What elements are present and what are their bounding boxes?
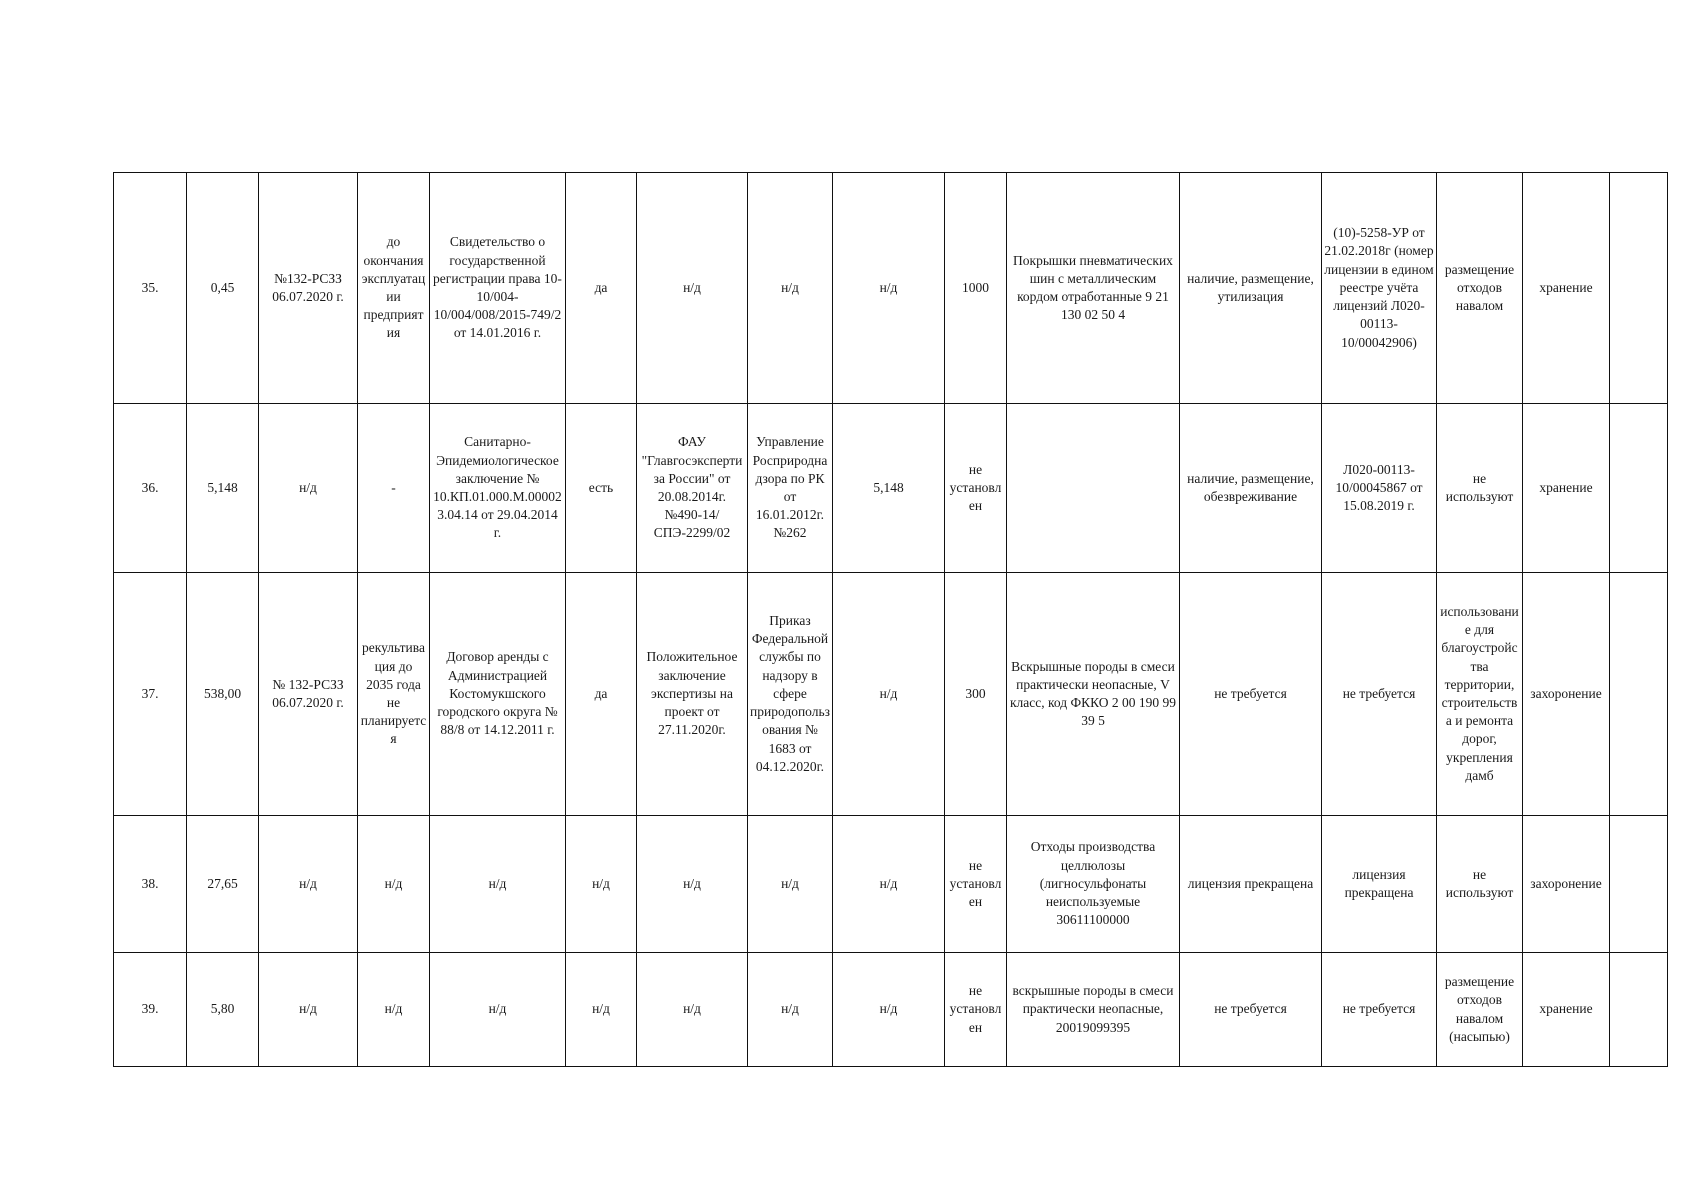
sanitary-zone-cell: н/д [259,816,358,953]
waste-handling-cell: не используют [1437,816,1523,953]
row-number-cell: 36. [114,404,187,573]
land-document-cell: Санитарно-Эпидемиологическое заключение № 10.КП.01.000.М.000023.04.14 от 29.04.2014 г. [430,404,566,573]
land-document-cell: Договор аренды с Администрацией Костомукшского городского округа № 88/8 от 14.12.2011 г. [430,573,566,816]
land-document-cell: Свидетельство о государственной регистрации права 10-10/004-10/004/008/2015-749/2 от 14.01.2016 г. [430,173,566,404]
capacity-actual-cell: н/д [833,953,945,1067]
capacity-actual-cell: 5,148 [833,404,945,573]
table-row [114,816,1668,953]
extra-cell [1610,953,1668,1067]
negative-impact-cell: н/д [748,173,833,404]
license-activity-cell: наличие, размещение, утилизация [1180,173,1322,404]
expertise-cell: ФАУ "Главгосэкспертиза России" от 20.08.2014г. №490-14/СПЭ-2299/02 [637,404,748,573]
operation-term-cell: рекультивация до 2035 года не планируется [358,573,430,816]
area-cell: 27,65 [187,816,259,953]
expertise-cell: н/д [637,816,748,953]
table-row [114,573,1668,816]
extra-cell [1610,173,1668,404]
waste-handling-cell: использование для благоустройства территории, строительства и ремонта дорог, укрепления дамб [1437,573,1523,816]
license-activity-cell: лицензия прекращена [1180,816,1322,953]
land-document-cell: н/д [430,953,566,1067]
license-number-cell: Л020-00113-10/00045867 от 15.08.2019 г. [1322,404,1437,573]
facility-purpose-cell: хранение [1523,173,1610,404]
license-number-cell: лицензия прекращена [1322,816,1437,953]
facility-purpose-cell: захоронение [1523,573,1610,816]
table-row [114,404,1668,573]
waste-types-cell [1007,404,1180,573]
sanitary-zone-cell: № 132-РСЗЗ 06.07.2020 г. [259,573,358,816]
waste-handling-cell: размещение отходов навалом [1437,173,1523,404]
license-number-cell: не требуется [1322,953,1437,1067]
negative-impact-cell: н/д [748,816,833,953]
operation-term-cell: - [358,404,430,573]
row-number-cell: 39. [114,953,187,1067]
capacity-design-cell: 300 [945,573,1007,816]
monitoring-cell: да [566,173,637,404]
row-number-cell: 35. [114,173,187,404]
waste-handling-cell: не используют [1437,404,1523,573]
waste-types-cell: Вскрышные породы в смеси практически неопасные, V класс, код ФККО 2 00 190 99 39 5 [1007,573,1180,816]
area-cell: 538,00 [187,573,259,816]
license-activity-cell: наличие, размещение, обезвреживание [1180,404,1322,573]
operation-term-cell: до окончания эксплуатации предприятия [358,173,430,404]
license-activity-cell: не требуется [1180,573,1322,816]
land-document-cell: н/д [430,816,566,953]
expertise-cell: н/д [637,953,748,1067]
capacity-design-cell: не установлен [945,404,1007,573]
sanitary-zone-cell: №132-РСЗЗ 06.07.2020 г. [259,173,358,404]
capacity-actual-cell: н/д [833,173,945,404]
waste-types-cell: Отходы производства целлюлозы (лигносульфонаты неиспользуемые 30611100000 [1007,816,1180,953]
monitoring-cell: есть [566,404,637,573]
expertise-cell: Положительное заключение экспертизы на проект от 27.11.2020г. [637,573,748,816]
sanitary-zone-cell: н/д [259,404,358,573]
capacity-design-cell: 1000 [945,173,1007,404]
negative-impact-cell: н/д [748,953,833,1067]
table-row [114,953,1668,1067]
license-number-cell: не требуется [1322,573,1437,816]
license-activity-cell: не требуется [1180,953,1322,1067]
capacity-design-cell: не установлен [945,816,1007,953]
facility-purpose-cell: хранение [1523,404,1610,573]
monitoring-cell: н/д [566,816,637,953]
sanitary-zone-cell: н/д [259,953,358,1067]
waste-types-cell: вскрышные породы в смеси практически неопасные, 20019099395 [1007,953,1180,1067]
expertise-cell: н/д [637,173,748,404]
table-row [114,173,1668,404]
extra-cell [1610,404,1668,573]
negative-impact-cell: Управление Росприроднадзора по РК от 16.01.2012г. №262 [748,404,833,573]
operation-term-cell: н/д [358,953,430,1067]
license-number-cell: (10)-5258-УР от 21.02.2018г (номер лицензии в едином реестре учёта лицензий Л020-00113-10/00042906) [1322,173,1437,404]
extra-cell [1610,573,1668,816]
monitoring-cell: н/д [566,953,637,1067]
waste-types-cell: Покрышки пневматических шин с металлическим кордом отработанные 9 21 130 02 50 4 [1007,173,1180,404]
area-cell: 0,45 [187,173,259,404]
capacity-design-cell: не установлен [945,953,1007,1067]
facility-purpose-cell: захоронение [1523,816,1610,953]
monitoring-cell: да [566,573,637,816]
capacity-actual-cell: н/д [833,816,945,953]
waste-facility-registry-table [113,172,1668,1067]
row-number-cell: 38. [114,816,187,953]
operation-term-cell: н/д [358,816,430,953]
extra-cell [1610,816,1668,953]
negative-impact-cell: Приказ Федеральной службы по надзору в сфере природопользования № 1683 от 04.12.2020г. [748,573,833,816]
capacity-actual-cell: н/д [833,573,945,816]
area-cell: 5,148 [187,404,259,573]
row-number-cell: 37. [114,573,187,816]
waste-handling-cell: размещение отходов навалом (насыпью) [1437,953,1523,1067]
area-cell: 5,80 [187,953,259,1067]
facility-purpose-cell: хранение [1523,953,1610,1067]
